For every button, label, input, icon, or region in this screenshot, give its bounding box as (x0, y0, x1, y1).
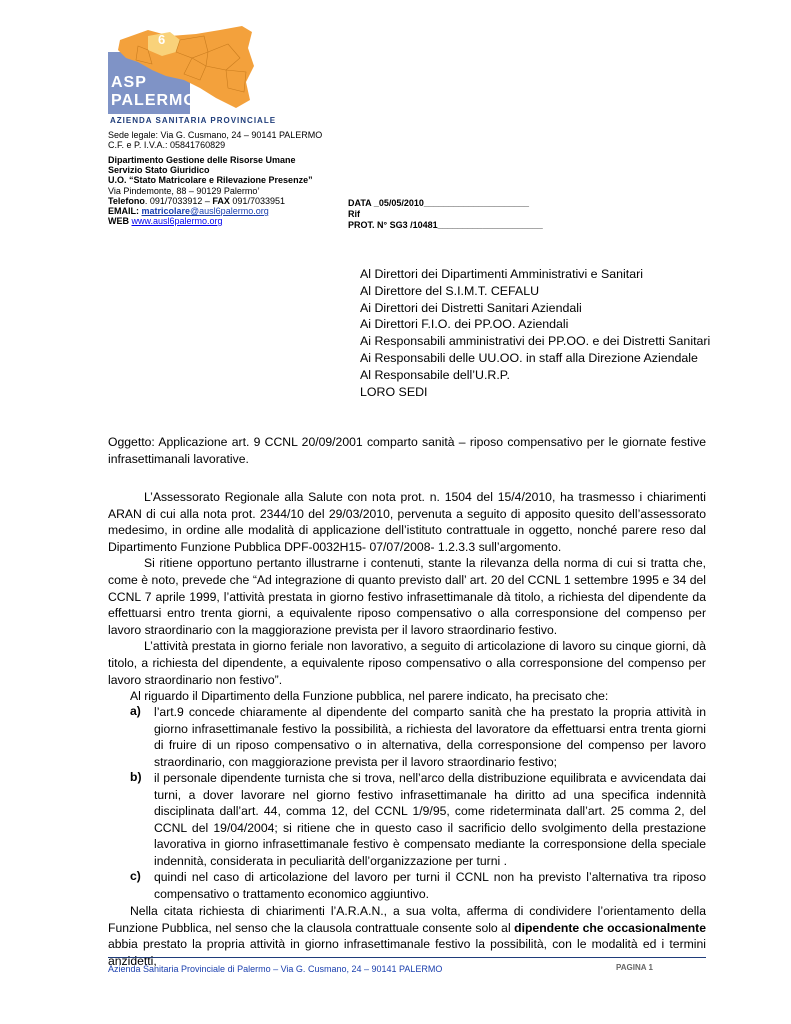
body-paragraphs (108, 489, 706, 705)
recipient-line: Al Direttori dei Dipartimenti Amministrativi e Sanitari (360, 267, 644, 281)
recipient-line: LORO SEDI (360, 384, 428, 399)
service-name: Servizio Stato Giuridico (108, 165, 210, 175)
recipient-line: Ai Direttori F.I.O. dei PP.OO. Aziendali (360, 317, 569, 332)
list-item: quindi nel caso di articolazione del lavoro per turni il CCNL non ha previsto l’alternativa tra riposo compensativo o trattamento economico aggiuntivo. (154, 870, 706, 901)
subject-line: Oggetto: Applicazione art. 9 CCNL 20/09/2001 comparto sanità – riposo compensativo per le giornate festive infrasettimanali lavorative. (108, 435, 706, 466)
web-label: WEB (108, 216, 132, 226)
fax-label: FAX (212, 196, 230, 206)
phone-label: Telefono (108, 196, 145, 206)
logo-subtitle: AZIENDA SANITARIA PROVINCIALE (110, 116, 277, 125)
sender-line1: Sede legale: Via G. Cusmano, 24 – 90141 PALERMO (108, 130, 323, 140)
logo-line2: PALERMO (111, 92, 197, 109)
list-item-label: c) (130, 869, 141, 883)
sender-address: Via Pindemonte, 88 – 90129 Palermo’ (108, 186, 260, 196)
reference-date: DATA _05/05/2010_____________________ (348, 198, 529, 208)
recipient-line: Ai Direttori dei Distretti Sanitari Aziendali (360, 300, 582, 315)
list-item-label: b) (130, 770, 142, 784)
sender-line2: C.F. e P. I.V.A.: 05841760829 (108, 140, 226, 150)
list-item-label: a) (130, 704, 141, 718)
paragraph: Al riguardo il Dipartimento della Funzione pubblica, nel parere indicato, ha precisato che: (130, 689, 609, 704)
web-link[interactable]: www.ausl6palermo.org (131, 216, 223, 226)
reference-block (348, 198, 543, 231)
list-item: il personale dipendente turnista che si trova, nell’arco della distribuzione equilibrata e avvicendata dai turni, a dover lavorare nel giorno festivo infrasettimanale ha diritto ad una specifica indennità disciplinata dall’art. 44, comma 12, del CCNL 1/9/95, come rideterminata dall’art. 25 comma 2, del CCNL del 19/04/2004; si ritiene che in questo caso il sacrificio dello svolgimento della prestazione lavorativa in giorno infrasettimanale festivo è compensato mediante la corresponsione della speciale indennità, considerata in peculiarità dell’organizzazione per turni . (154, 771, 706, 868)
asp-logo (108, 22, 277, 130)
phone-value: . 091/7033912 – (144, 196, 213, 206)
email-label: EMAIL: (108, 206, 142, 216)
footer-text: Azienda Sanitaria Provinciale di Palermo – Via G. Cusmano, 24 – 90141 PALERMO (108, 964, 443, 974)
paragraph: Si ritiene opportuno pertanto illustrarne i contenuti, stante la rilevanza della norma di cui si tratta che, come è noto, prevede che “Ad integrazione di quanto previsto dall’ art. 20 del CCNL 1 settembre 1995 e 34 del CCNL 7 aprile 1999, l’attività prestata in giorno festivo infrasettimanale dà titolo, a richiesta del dipendente da effettuarsi entro trenta giorni, a equivalente riposo compensativo o alla corresponsione del compenso per lavoro straordinario con la maggiorazione prevista per il lavoro straordinario festivo. (108, 556, 706, 637)
sender-phone (108, 196, 285, 206)
reference-rif: Rif (348, 209, 360, 219)
unit-name: U.O. “Stato Matricolare e Rilevazione Presenze” (108, 175, 313, 185)
recipients-list (360, 266, 710, 400)
list-item: l’art.9 concede chiaramente al dipendente del comparto sanità che ha prestato la propria attività in giorno infrasettimanale festivo la possibilità, a richiesta del lavoratore da effettuarsi entra trenta giorni di fruire di un riposo compensativo o in alternativa, della corresponsione del compenso per lavoro straordinario, con maggiorazione prevista per il lavoro straordinario festivo; (154, 705, 706, 769)
logo-line1: ASP (111, 74, 147, 91)
sender-email (108, 206, 269, 216)
final-paragraph: Nella citata richiesta di chiarimenti l’A.R.A.N., a sua volta, afferma di condividere l’orientamento della Funzione Pubblica, nel senso che la clausola contrattuale consente solo al dipendente che occasionalmente abbia prestato la propria attività in giorno infrasettimanale festivo la possibilità, con le modalità ed i termini anzidetti, (108, 904, 707, 968)
recipient-line: Ai Responsabili amministrativi dei PP.OO. e dei Distretti Sanitari (360, 334, 711, 349)
recipient-line: Ai Responsabili delle UU.OO. in staff alla Direzione Aziendale (360, 350, 698, 365)
department-name: Dipartimento Gestione delle Risorse Umane (108, 155, 296, 165)
emphasis-text: dipendente che occasionalmente (514, 920, 707, 935)
fax-value: 091/7033951 (229, 196, 285, 206)
sender-web (108, 216, 223, 226)
footer-divider (108, 957, 706, 958)
logo-box (108, 22, 258, 114)
recipient-line: Al Direttore del S.I.M.T. CEFALU (360, 283, 540, 298)
logo-number: 6 (158, 32, 166, 47)
email-link[interactable]: matricolare@ausl6palermo.org (141, 206, 269, 216)
page-number: PAGINA 1 (616, 963, 653, 972)
paragraph: L’Assessorato Regionale alla Salute con nota prot. n. 1504 del 15/4/2010, ha trasmesso i chiarimenti ARAN di cui alla nota prot. 2344/10 del 29/03/2010, pervenuta a seguito di apposito quesito dell’assessorato medesimo, in ordine alle modalità di applicazione dell’istituto contrattuale in oggetto, nonché parere reso dal Dipartimento Funzione Pubblica DPF-0032H15- 07/07/2008- 1.2.3.3 sull’argomento. (108, 490, 706, 554)
reference-protocol: PROT. N° SG3 /10481_____________________ (348, 220, 543, 230)
paragraph: L’attività prestata in giorno feriale non lavorativo, a seguito di articolazione di lavoro su cinque giorni, dà titolo, a richiesta del dipendente, a equivalente riposo compensativo o alla corresponsione del compenso per lavoro straordinario non festivo”. (108, 639, 706, 687)
recipient-line: Al Responsabile dell’U.R.P. (360, 367, 510, 382)
